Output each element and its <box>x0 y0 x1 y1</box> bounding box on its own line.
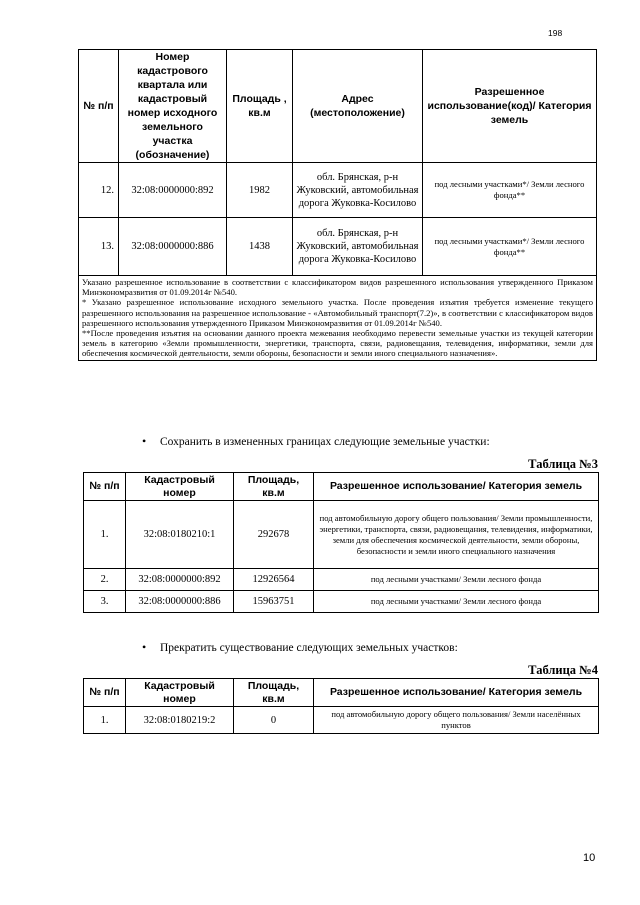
header-num: № п/п <box>84 473 126 501</box>
table3-caption: Таблица №3 <box>528 457 598 471</box>
header-area: Площадь , кв.м <box>227 50 293 163</box>
table-header-row <box>84 679 599 707</box>
header-num: № п/п <box>84 679 126 707</box>
header-usage: Разрешенное использование/ Категория земель <box>314 679 599 707</box>
cell-area: 0 <box>234 707 314 734</box>
table-header-row <box>79 50 597 163</box>
header-usage: Разрешенное использование(код)/ Категория земель <box>423 50 597 163</box>
note-text: **После проведения изъятия на основании данного проекта межевания необходимо перевести земельные участки из текущей категории земель в категорию «Земли промышленности, энергетики, транспорта, связи, радиовещания, телевидения, информатики, земли для обеспечения космической деятельности, земли обороны, безопасности и земли иного специального назначения». <box>82 328 593 359</box>
header-cadastral: Кадастровый номер <box>126 679 234 707</box>
cell-area: 1438 <box>227 218 293 276</box>
bullet-text: Сохранить в измененных границах следующие земельные участки: <box>160 436 490 448</box>
table-plots-remove <box>83 678 599 734</box>
cell-usage: под лесными участками/ Земли лесного фонда <box>314 569 599 591</box>
cell-cadastral: 32:08:0000000:886 <box>126 591 234 613</box>
notes-row <box>79 276 597 361</box>
table-plots-keep <box>83 472 599 613</box>
cell-address: обл. Брянская, р-н Жуковский, автомобильная дорога Жуковка-Косилово <box>293 218 423 276</box>
header-cadastral: Номер кадастрового квартала или кадастровый номер исходного земельного участка (обозначение) <box>119 50 227 163</box>
cell-area: 12926564 <box>234 569 314 591</box>
cell-usage: под лесными участками*/ Земли лесного фонда** <box>423 218 597 276</box>
bullet-icon: • <box>142 434 147 448</box>
cell-num: 13. <box>79 218 119 276</box>
page-number-bottom: 10 <box>583 852 596 864</box>
table-land-plots-withdrawal <box>78 49 597 361</box>
cell-area: 1982 <box>227 163 293 218</box>
notes-cell <box>79 276 597 361</box>
cell-cadastral: 32:08:0180210:1 <box>126 501 234 569</box>
table-row <box>84 591 599 613</box>
cell-address: обл. Брянская, р-н Жуковский, автомобильная дорога Жуковка-Косилово <box>293 163 423 218</box>
table-header-row <box>84 473 599 501</box>
bullet-keep-plots <box>142 434 490 449</box>
cell-num: 12. <box>79 163 119 218</box>
header-area: Площадь, кв.м <box>234 679 314 707</box>
cell-cadastral: 32:08:0000000:886 <box>119 218 227 276</box>
header-num: № п/п <box>79 50 119 163</box>
table4-caption: Таблица №4 <box>528 663 598 677</box>
header-usage: Разрешенное использование/ Категория земель <box>314 473 599 501</box>
table-row <box>79 163 597 218</box>
bullet-text: Прекратить существование следующих земельных участков: <box>160 642 458 654</box>
cell-num: 1. <box>84 707 126 734</box>
note-text: Указано разрешенное использование в соответствии с классификатором видов разрешенного использования утвержденного Приказом Минэкономразвития от 01.09.2014г №540. <box>82 277 593 298</box>
header-area: Площадь, кв.м <box>234 473 314 501</box>
bullet-icon: • <box>142 640 147 654</box>
cell-num: 1. <box>84 501 126 569</box>
cell-usage: под лесными участками*/ Земли лесного фонда** <box>423 163 597 218</box>
cell-area: 292678 <box>234 501 314 569</box>
table-row <box>84 569 599 591</box>
cell-usage: под лесными участками/ Земли лесного фонда <box>314 591 599 613</box>
header-cadastral: Кадастровый номер <box>126 473 234 501</box>
cell-cadastral: 32:08:0000000:892 <box>119 163 227 218</box>
cell-num: 3. <box>84 591 126 613</box>
cell-num: 2. <box>84 569 126 591</box>
table-row <box>84 501 599 569</box>
table-row <box>79 218 597 276</box>
page-number-top: 198 <box>548 28 563 38</box>
cell-cadastral: 32:08:0000000:892 <box>126 569 234 591</box>
cell-usage: под автомобильную дорогу общего пользования/ Земли населённых пунктов <box>314 707 599 734</box>
cell-usage: под автомобильную дорогу общего пользования/ Земли промышленности, энергетики, транспорта, связи, радиовещания, телевидения, информатики, земли для обеспечения космической деятельности, земли обороны, безопасности и земли иного специального назначения <box>314 501 599 569</box>
cell-cadastral: 32:08:0180219:2 <box>126 707 234 734</box>
header-address: Адрес (местоположение) <box>293 50 423 163</box>
cell-area: 15963751 <box>234 591 314 613</box>
table-row <box>84 707 599 734</box>
bullet-remove-plots <box>142 640 458 655</box>
note-text: * Указано разрешенное использование исходного земельного участка. После проведения изъятия требуется изменение текущего разрешенного использования на разрешенное использование - «Автомобильный транспорт(7.2)», в соответствии с классификатором видов разрешенного использования утвержденного Приказом Минэкономразвития от 01.09.2014г №540. <box>82 297 593 328</box>
